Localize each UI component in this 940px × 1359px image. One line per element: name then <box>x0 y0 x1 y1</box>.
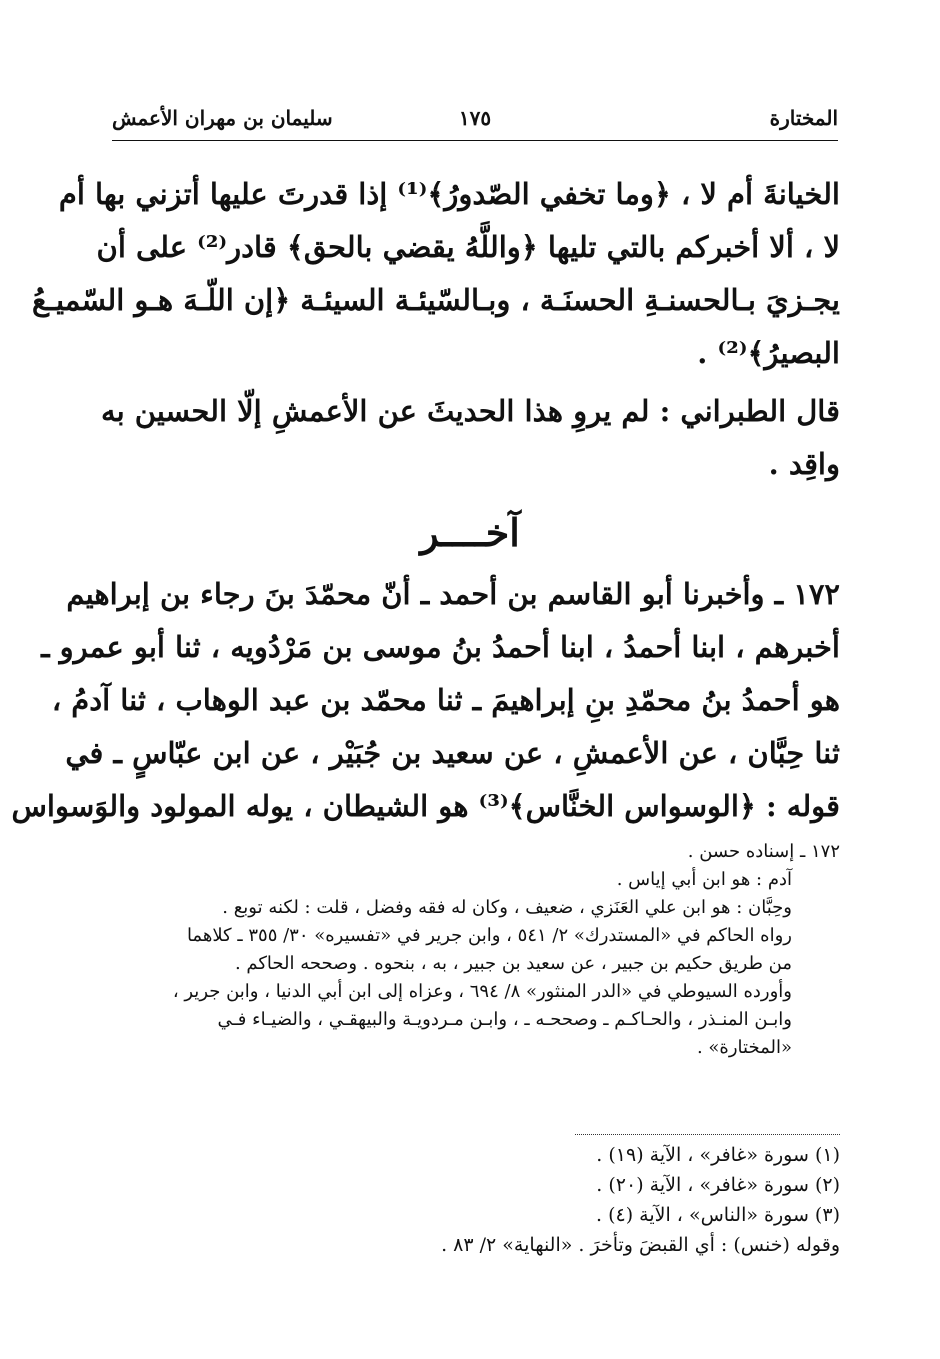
note-line: آدم : هو ابن أبي إياس . <box>616 869 792 890</box>
footnote-line: وقوله (خنس) : أي القبضَ وتأخرَ . «النهاية» ٢/ ٨٣ . <box>441 1234 840 1256</box>
paragraph-2 <box>101 385 840 491</box>
footnote-separator <box>575 1134 840 1135</box>
note-line: «المختارة» . <box>696 1037 792 1058</box>
commentary-notes <box>112 838 840 1062</box>
chapter-title: سليمان بن مهران الأعمش <box>112 106 333 130</box>
text-line: قال الطبراني : لم يروِ هذا الحديثَ عن الأعمشِ إلّا الحسين به <box>101 394 840 428</box>
paragraph-1 <box>32 168 840 380</box>
page-number: ١٧٥ <box>458 106 492 130</box>
footnote-line: (١) سورة «غافر» ، الآية (١٩) . <box>596 1144 840 1166</box>
note-line: من طريق حكيم بن جبير ، عن سعيد بن جبير ، به ، بنحوه . وصححه الحاكم . <box>234 953 792 974</box>
paragraph-hadith-172 <box>11 568 840 833</box>
text-line: أخبرهم ، ابنا أحمدُ ، ابنا أحمدُ بنُ موسى بن مَرْدُويه ، ثنا أبو عمرو ـ <box>41 630 840 664</box>
text-line: لا ، ألا أخبركم بالتي تليها ﴿واللَّهُ يقضي بالحق﴾ قادر⁽²⁾ على أن <box>96 230 840 264</box>
text-line: الخيانةَ أم لا ، ﴿وما تخفي الصّدورُ﴾⁽¹⁾ إذا قدرتَ عليها أتزني بها أم <box>58 177 840 211</box>
section-heading: آخــــر <box>420 510 520 555</box>
text-line: يجـزيَ بـالحسنـةِ الحسنَـة ، وبـالسّيئـة السيئـة ﴿إن اللّـهَ هـو السّميـعُ <box>32 283 840 317</box>
book-title: المختارة <box>769 106 838 130</box>
note-line: ١٧٢ ـ إسناده حسن . <box>687 841 840 862</box>
footnote-line: (٢) سورة «غافر» ، الآية (٢٠) . <box>596 1174 840 1196</box>
note-line: وحِبَّان : هو ابن علي العَنَزي ، ضعيف ، وكان له فقه وفضل ، قلت : لكنه توبع . <box>222 897 792 918</box>
text-line: ١٧٢ ـ وأخبرنا أبو القاسم بن أحمد ـ أنّ محمّدَ بنَ رجاء بن إبراهيم <box>66 577 840 611</box>
text-line: قوله : ﴿الوسواس الخنَّاس﴾⁽³⁾ هو الشيطان ، يوله المولود والوَسواس <box>11 789 840 823</box>
text-line: واقِد . <box>768 447 840 481</box>
note-line: وابـن المنـذر ، والحـاكـم ـ وصححـه ـ ، وابـن مـردويـة والبيهقـي ، والضيـاء فـي <box>217 1009 792 1030</box>
text-line: البصيرُ﴾⁽²⁾ . <box>697 336 840 370</box>
page-header <box>112 100 838 141</box>
text-line: ثنا حِبَّان ، عن الأعمشِ ، عن سعيد بن جُبَيْر ، عن ابن عبّاسٍ ـ في <box>65 736 840 770</box>
footnotes <box>112 1140 840 1260</box>
footnote-line: (٣) سورة «الناس» ، الآية (٤) . <box>595 1204 840 1226</box>
note-line: وأورده السيوطي في «الدر المنثور» ٨/ ٦٩٤ ، وعزاه إلى ابن أبي الدنيا ، وابن جرير ، <box>172 981 792 1002</box>
text-line: هو أحمدُ بنُ محمّدِ بنِ إبراهيمَ ـ ثنا محمّد بن عبد الوهاب ، ثنا آدمُ ، <box>51 683 840 717</box>
note-line: رواه الحاكم في «المستدرك» ٢/ ٥٤١ ، وابن جرير في «تفسيره» ٣٠/ ٣٥٥ ـ كلاهما <box>186 925 792 946</box>
